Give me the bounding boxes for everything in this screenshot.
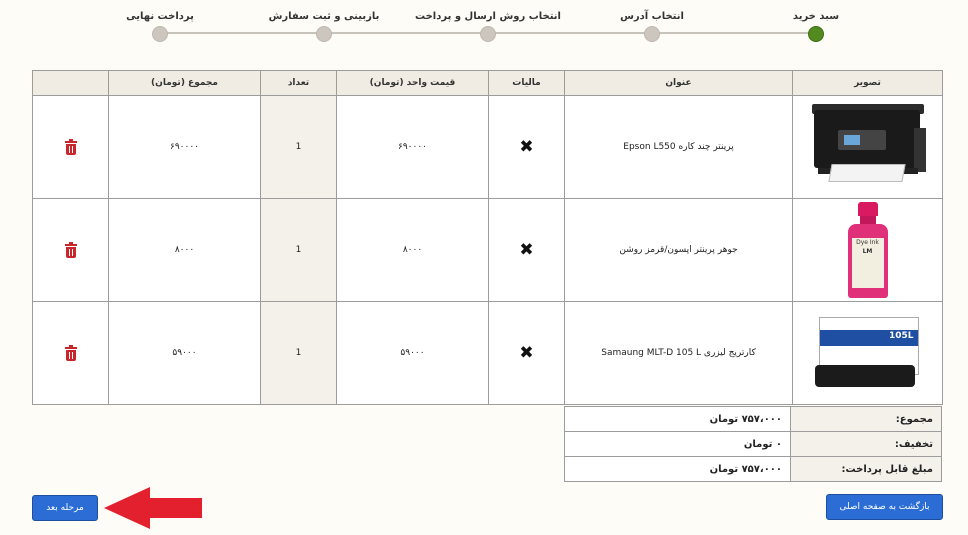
trash-icon[interactable] [65,346,77,361]
payable-value: ۷۵۷،۰۰۰ تومان [565,457,791,482]
next-step-button[interactable]: مرحله بعد [32,495,98,521]
product-image-cell [793,302,943,405]
step-review [249,10,399,42]
header-unit-price: قیمت واحد (تومان) [337,71,489,96]
row-total: ۵۹۰۰۰ [109,302,261,405]
checkout-progress [0,0,968,48]
row-total: ۸۰۰۰ [109,199,261,302]
table-row [33,199,943,302]
table-header-row [33,71,943,96]
product-title: پرینتر چند کاره Epson L550 [565,96,793,199]
table-row [33,96,943,199]
step-dot [152,26,168,42]
toner-cartridge-image [813,311,923,395]
trash-icon[interactable] [65,140,77,155]
step-dot-active [808,26,824,42]
step-label: انتخاب آدرس [620,11,684,22]
step-cart [741,10,891,42]
delete-cell [33,302,109,405]
ink-label-brand: Dye Ink [856,239,879,246]
row-total: ۶۹۰۰۰۰ [109,96,261,199]
printer-image [804,102,932,192]
discount-value: ۰ تومان [565,432,791,457]
tax-cell [489,199,565,302]
delete-cell [33,96,109,199]
header-title: عنوان [565,71,793,96]
unit-price: ۵۹۰۰۰ [337,302,489,405]
tax-cell [489,302,565,405]
arrow-left-icon [104,487,202,529]
header-total: مجموع (تومان) [109,71,261,96]
step-shipping-payment [413,10,563,42]
delete-cell [33,199,109,302]
product-title: جوهر پرینتر اپسون/قرمز روشن [565,199,793,302]
trash-icon[interactable] [65,243,77,258]
header-quantity: تعداد [261,71,337,96]
product-title: کارتریج لیزری Samaung MLT-D 105 L [565,302,793,405]
x-mark-icon: ✖ [519,239,534,260]
step-label: سبد خرید [792,11,840,22]
totals-row-discount [565,432,942,457]
back-to-home-button[interactable]: بازگشت به صفحه اصلی [826,494,943,520]
sum-label: مجموع: [791,407,942,432]
header-image: تصویر [793,71,943,96]
totals-table [564,406,942,482]
table-row [33,302,943,405]
unit-price: ۶۹۰۰۰۰ [337,96,489,199]
ink-bottle-image [843,202,893,298]
step-dot [480,26,496,42]
quantity[interactable]: 1 [261,302,337,405]
tax-cell [489,96,565,199]
sum-value: ۷۵۷،۰۰۰ تومان [565,407,791,432]
step-label: بازبینی و ثبت سفارش [268,11,380,22]
step-label: انتخاب روش ارسال و پرداخت [415,11,561,22]
step-label: پرداخت نهایی [126,11,194,22]
header-actions [33,71,109,96]
unit-price: ۸۰۰۰ [337,199,489,302]
cart-table [32,70,943,405]
header-tax: مالیات [489,71,565,96]
step-address [577,10,727,42]
x-mark-icon: ✖ [519,342,534,363]
toner-label: 105L [888,331,914,341]
discount-label: تخفیف: [791,432,942,457]
payable-label: مبلغ قابل پرداخت: [791,457,942,482]
quantity[interactable]: 1 [261,96,337,199]
x-mark-icon: ✖ [519,136,534,157]
product-image-cell [793,96,943,199]
step-dot [316,26,332,42]
totals-row-sum [565,407,942,432]
ink-label-code: LM [862,248,873,255]
step-final-payment [85,10,235,42]
product-image-cell [793,199,943,302]
step-dot [644,26,660,42]
totals-row-payable [565,457,942,482]
quantity[interactable]: 1 [261,199,337,302]
